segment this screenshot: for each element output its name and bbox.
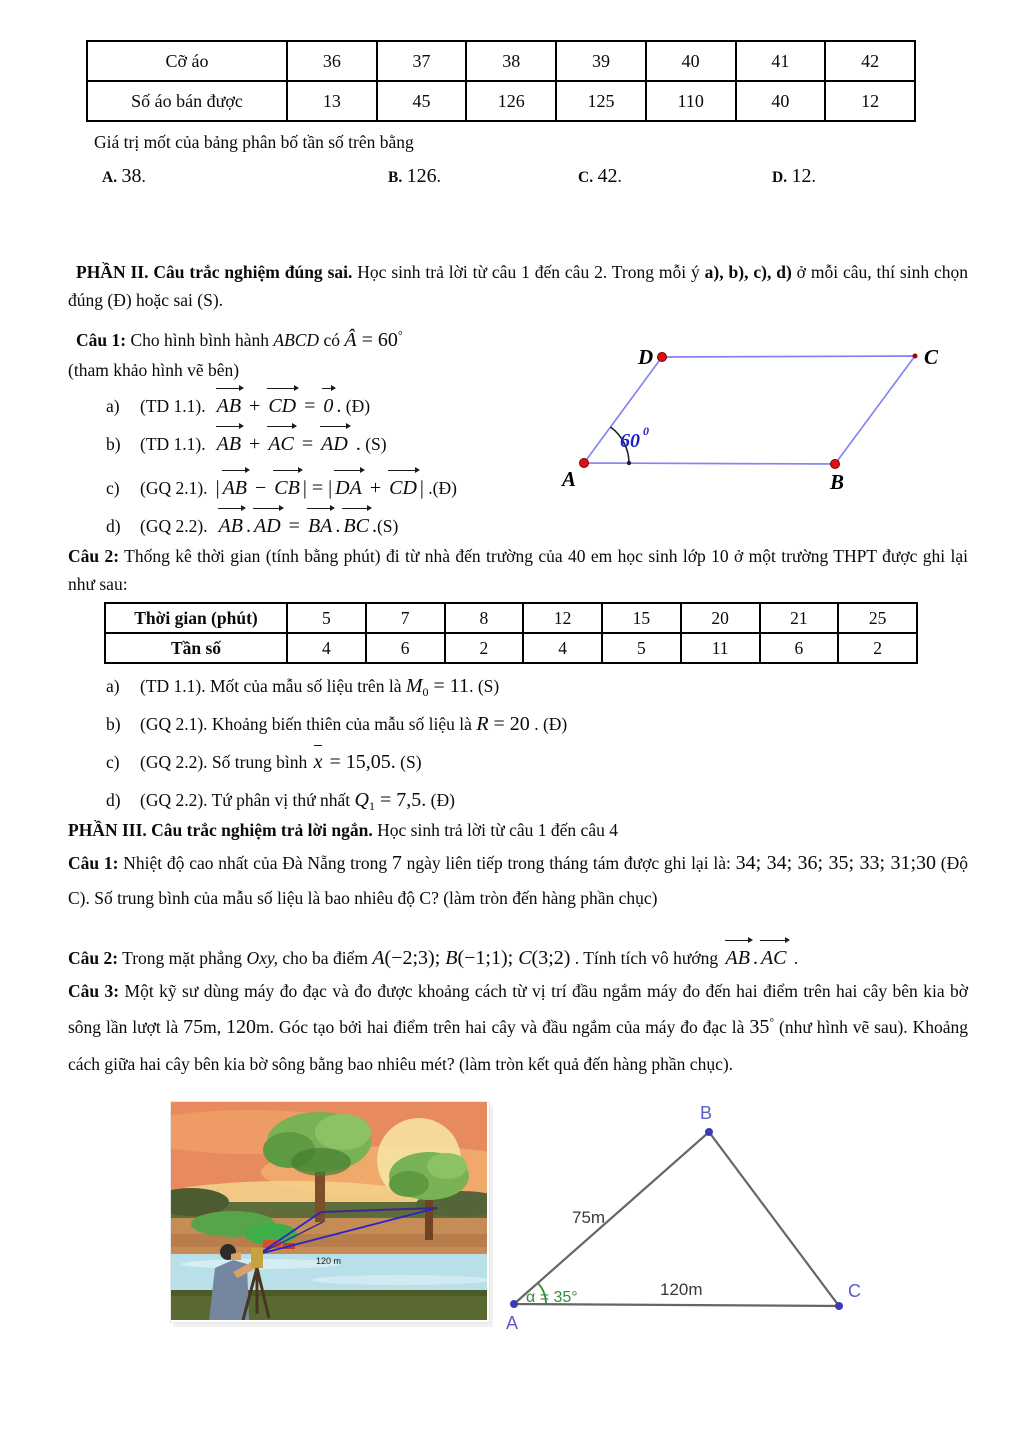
angle-value-label: 60 bbox=[620, 430, 640, 452]
part2-question2-stem: Câu 2: Thống kê thời gian (tính bằng phút) đi từ nhà đến trường của 40 em học sinh lớp 10 ở một trường THPT được ghi lại như sau: bbox=[68, 546, 968, 594]
tri-label-a: A bbox=[506, 1312, 519, 1333]
row-label: Số áo bán được bbox=[87, 81, 287, 121]
distance-label: 120 m bbox=[316, 1255, 342, 1266]
angle-sup-label: 0 bbox=[643, 424, 649, 438]
question3-figures bbox=[68, 1097, 968, 1349]
surveyor-illustration bbox=[170, 1101, 490, 1323]
vertex-label-d: D bbox=[638, 345, 654, 369]
surveyor-illustration-svg bbox=[171, 1102, 487, 1320]
parallelogram-svg bbox=[554, 326, 986, 502]
tri-vertex-dot-b bbox=[705, 1128, 713, 1136]
part3-question1: Câu 1: Nhiệt độ cao nhất của Đà Nẵng trong 7 ngày liên tiếp trong tháng tám được ghi lại là: 34; 34; 36; 35; 33; 31;30 (Độ C). Số trung bình của mẫu số liệu là bao nhiêu độ C? (làm tròn đến hàng phần chục) bbox=[68, 852, 968, 909]
row-label: Thời gian (phút) bbox=[105, 603, 287, 633]
q1-item-b: b) (TD 1.1). AB + AC = AD . (S) bbox=[106, 422, 554, 460]
vertex-dot-c bbox=[913, 354, 918, 359]
vertex-label-a: A bbox=[562, 467, 577, 491]
part3-question3: Câu 3: Một kỹ sư dùng máy đo đạc và đo được khoảng cách từ vị trí đầu ngắm máy đo đến hai điểm trên hai cây bên kia bờ sông lần lượt là 75m, 120m. Góc tạo bởi hai điểm trên hai cây và đầu ngắm của máy đo đạc là 35° (như hình vẽ sau). Khoảng cách giữa hai cây bên kia bờ sông bằng bao nhiêu mét? (làm tròn kết quả đến hàng phần chục). bbox=[68, 980, 969, 1074]
mode-question: Giá trị mốt của bảng phân bố tần số trên bằng bbox=[94, 132, 414, 152]
mc-options bbox=[68, 160, 968, 194]
q2-item-b: b) (GQ 2.1). Khoảng biến thiên của mẫu số liệu là R = 20 . (Đ) bbox=[106, 713, 568, 736]
q1-item-d: d) (GQ 2.2). AB . AD = BA . BC .(S) bbox=[106, 504, 554, 542]
vertex-label-b: B bbox=[830, 470, 845, 494]
river-highlight bbox=[311, 1275, 487, 1285]
question1-stem: Câu 1: Cho hình bình hành ABCD có Â = 60° bbox=[76, 328, 403, 351]
q1-item-a: a) (TD 1.1). AB + CD = 0 . (Đ) bbox=[106, 384, 554, 422]
shirt-size-table bbox=[86, 40, 916, 122]
tree1-canopy-dark bbox=[291, 1148, 351, 1176]
vertex-dot-b bbox=[831, 460, 840, 469]
q2-item-d: d) (GQ 2.2). Tứ phân vị thứ nhất $Q_1 = 7,5$. (Đ) bbox=[106, 789, 455, 814]
table-row: Cỡ áo 36 37 38 39 40 41 42 bbox=[87, 41, 915, 81]
triangle-svg bbox=[500, 1097, 896, 1341]
question1-stem-line2: (tham khảo hình vẽ bên) bbox=[68, 360, 240, 380]
theodolite bbox=[251, 1248, 263, 1268]
tree1-canopy-light bbox=[315, 1114, 371, 1150]
table-row: Tần số 4 6 2 4 5 11 6 2 bbox=[105, 633, 917, 663]
triangle-figure bbox=[500, 1097, 896, 1341]
part2-heading: PHẦN II. Câu trắc nghiệm đúng sai. Học sinh trả lời từ câu 1 đến câu 2. Trong mỗi ý a), b), c), d) ở mỗi câu, thí sinh chọn đúng (Đ) hoặc sai (S). bbox=[68, 262, 968, 310]
option-d: D. 12. bbox=[772, 165, 816, 187]
vertex-dot-d bbox=[658, 353, 667, 362]
option-b: B. 126. bbox=[388, 165, 441, 187]
vertex-dot-a bbox=[580, 459, 589, 468]
row-label: Tần số bbox=[105, 633, 287, 663]
time-frequency-table bbox=[104, 602, 918, 664]
table-row: Số áo bán được 13 45 126 125 110 40 12 bbox=[87, 81, 915, 121]
parallelogram-figure bbox=[554, 324, 986, 542]
vertex-label-c: C bbox=[924, 345, 939, 369]
arc-tick-dot bbox=[627, 461, 631, 465]
tri-vertex-dot-c bbox=[835, 1302, 843, 1310]
tri-label-c: C bbox=[848, 1280, 861, 1301]
tri-vertex-dot-a bbox=[510, 1300, 518, 1308]
side-ac-label: 120m bbox=[660, 1279, 703, 1299]
side-ab-label: 75m bbox=[572, 1207, 606, 1227]
q2-item-a: a) (TD 1.1). Mốt của mẫu số liệu trên là $M_0 = 11$. (S) bbox=[106, 675, 500, 699]
part3-heading: PHẦN III. Câu trắc nghiệm trả lời ngắn. Học sinh trả lời từ câu 1 đến câu 4 bbox=[68, 820, 618, 841]
tree2-canopy-light bbox=[427, 1153, 467, 1179]
part3-question2: Câu 2: Trong mặt phẳng Oxy, cho ba điểm A(−2;3); B(−1;1); C(3;2) . Tính tích vô hướng AB . AC . bbox=[68, 942, 968, 974]
option-a: A. 38. bbox=[102, 165, 146, 187]
tree2-canopy-shade bbox=[389, 1171, 429, 1197]
q1-item-c: c) (GQ 2.1). | AB − CB | = | DA + CD | .(Đ) bbox=[106, 460, 554, 504]
option-c: C. 42. bbox=[578, 165, 622, 187]
tri-label-b: B bbox=[700, 1102, 713, 1123]
angle-a-label: α = 35° bbox=[526, 1288, 578, 1306]
row-label: Cỡ áo bbox=[87, 41, 287, 81]
q2-item-c: c) (GQ 2.2). Số trung bình x = 15,05. (S) bbox=[106, 740, 968, 778]
table-row: Thời gian (phút) 5 7 8 12 15 20 21 25 bbox=[105, 603, 917, 633]
part2-question1 bbox=[68, 324, 968, 542]
